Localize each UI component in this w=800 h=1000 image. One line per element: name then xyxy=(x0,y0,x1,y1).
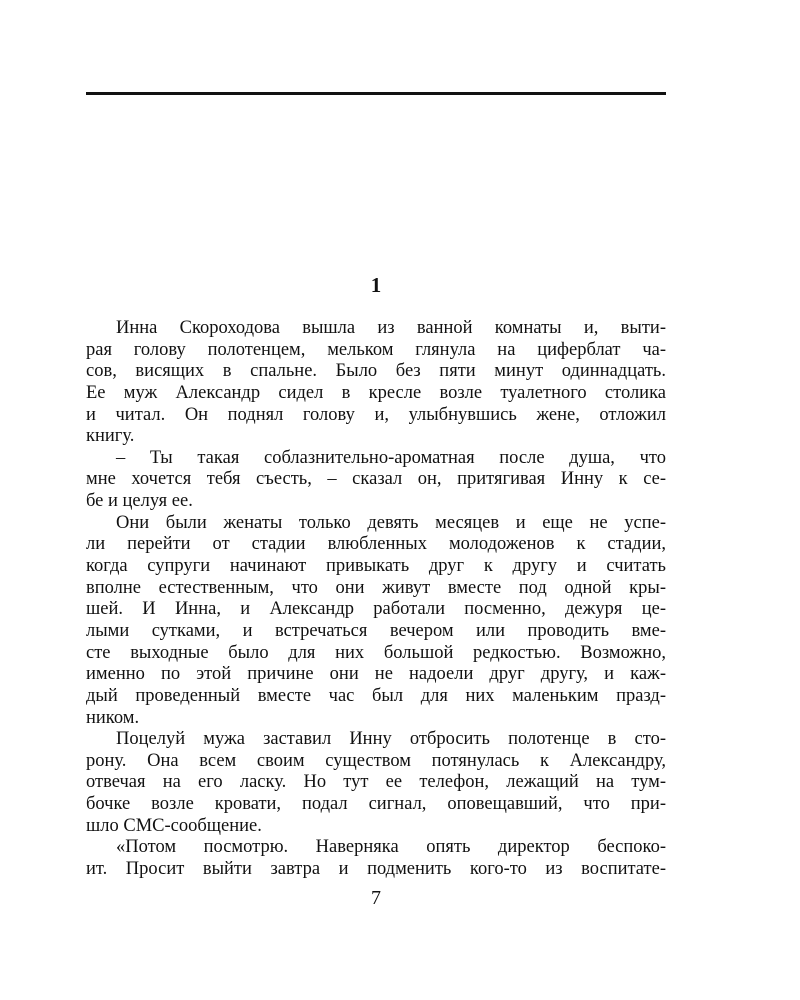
text-line: и читал. Он поднял голову и, улыбнувшись жене, отложил xyxy=(86,404,666,425)
text-line: сов, висящих в спальне. Было без пяти минут одиннадцать. xyxy=(86,361,666,382)
text-line: дый проведенный вместе час был для них маленьким празд- xyxy=(86,685,666,706)
page-number: 7 xyxy=(371,887,381,909)
header-rule xyxy=(86,92,666,95)
text-line: бочке возле кровати, подал сигнал, оповещавший, что при- xyxy=(86,794,666,815)
text-line: книгу. xyxy=(86,426,135,447)
text-line: «Потом посмотрю. Наверняка опять директор беспоко- xyxy=(116,837,666,858)
text-line: мне хочется тебя съесть, – сказал он, притягивая Инну к се- xyxy=(86,469,666,490)
chapter-number: 1 xyxy=(370,273,382,297)
text-line: Инна Скороходова вышла из ванной комнаты и, выти- xyxy=(116,318,666,338)
text-line: именно по этой причине они не надоели друг другу, и каж- xyxy=(86,664,666,685)
text-line: шей. И Инна, и Александр работали посменно, дежуря це- xyxy=(86,599,666,620)
text-line: лыми сутками, и встречаться вечером или проводить вме- xyxy=(86,620,666,641)
text-line: рая голову полотенцем, мельком глянула на циферблат ча- xyxy=(86,339,666,360)
text-line: когда супруги начинают привыкать друг к другу и считать xyxy=(86,556,666,577)
text-line: шло СМС-сообщение. xyxy=(86,815,262,836)
body-text xyxy=(86,318,666,881)
text-line: – Ты такая соблазнительно-ароматная после душа, что xyxy=(116,447,666,468)
text-line: Ее муж Александр сидел в кресле возле туалетного столика xyxy=(86,382,666,403)
text-line: сте выходные было для них большой редкостью. Возможно, xyxy=(86,642,666,663)
text-line: отвечая на его ласку. Но тут ее телефон, лежащий на тум- xyxy=(86,772,666,793)
text-line: Поцелуй мужа заставил Инну отбросить полотенце в сто- xyxy=(116,729,666,750)
text-line: бе и целуя ее. xyxy=(86,491,193,512)
text-line: ит. Просит выйти завтра и подменить кого-то из воспитате- xyxy=(86,859,666,880)
text-line: ником. xyxy=(86,707,140,728)
text-line: Они были женаты только девять месяцев и еще не успе- xyxy=(116,512,666,533)
text-line: ли перейти от стадии влюбленных молодоженов к стадии, xyxy=(86,534,666,555)
text-line: рону. Она всем своим существом потянулась к Александру, xyxy=(86,750,666,771)
text-line: вполне естественным, что они живут вместе под одной кры- xyxy=(86,577,666,598)
